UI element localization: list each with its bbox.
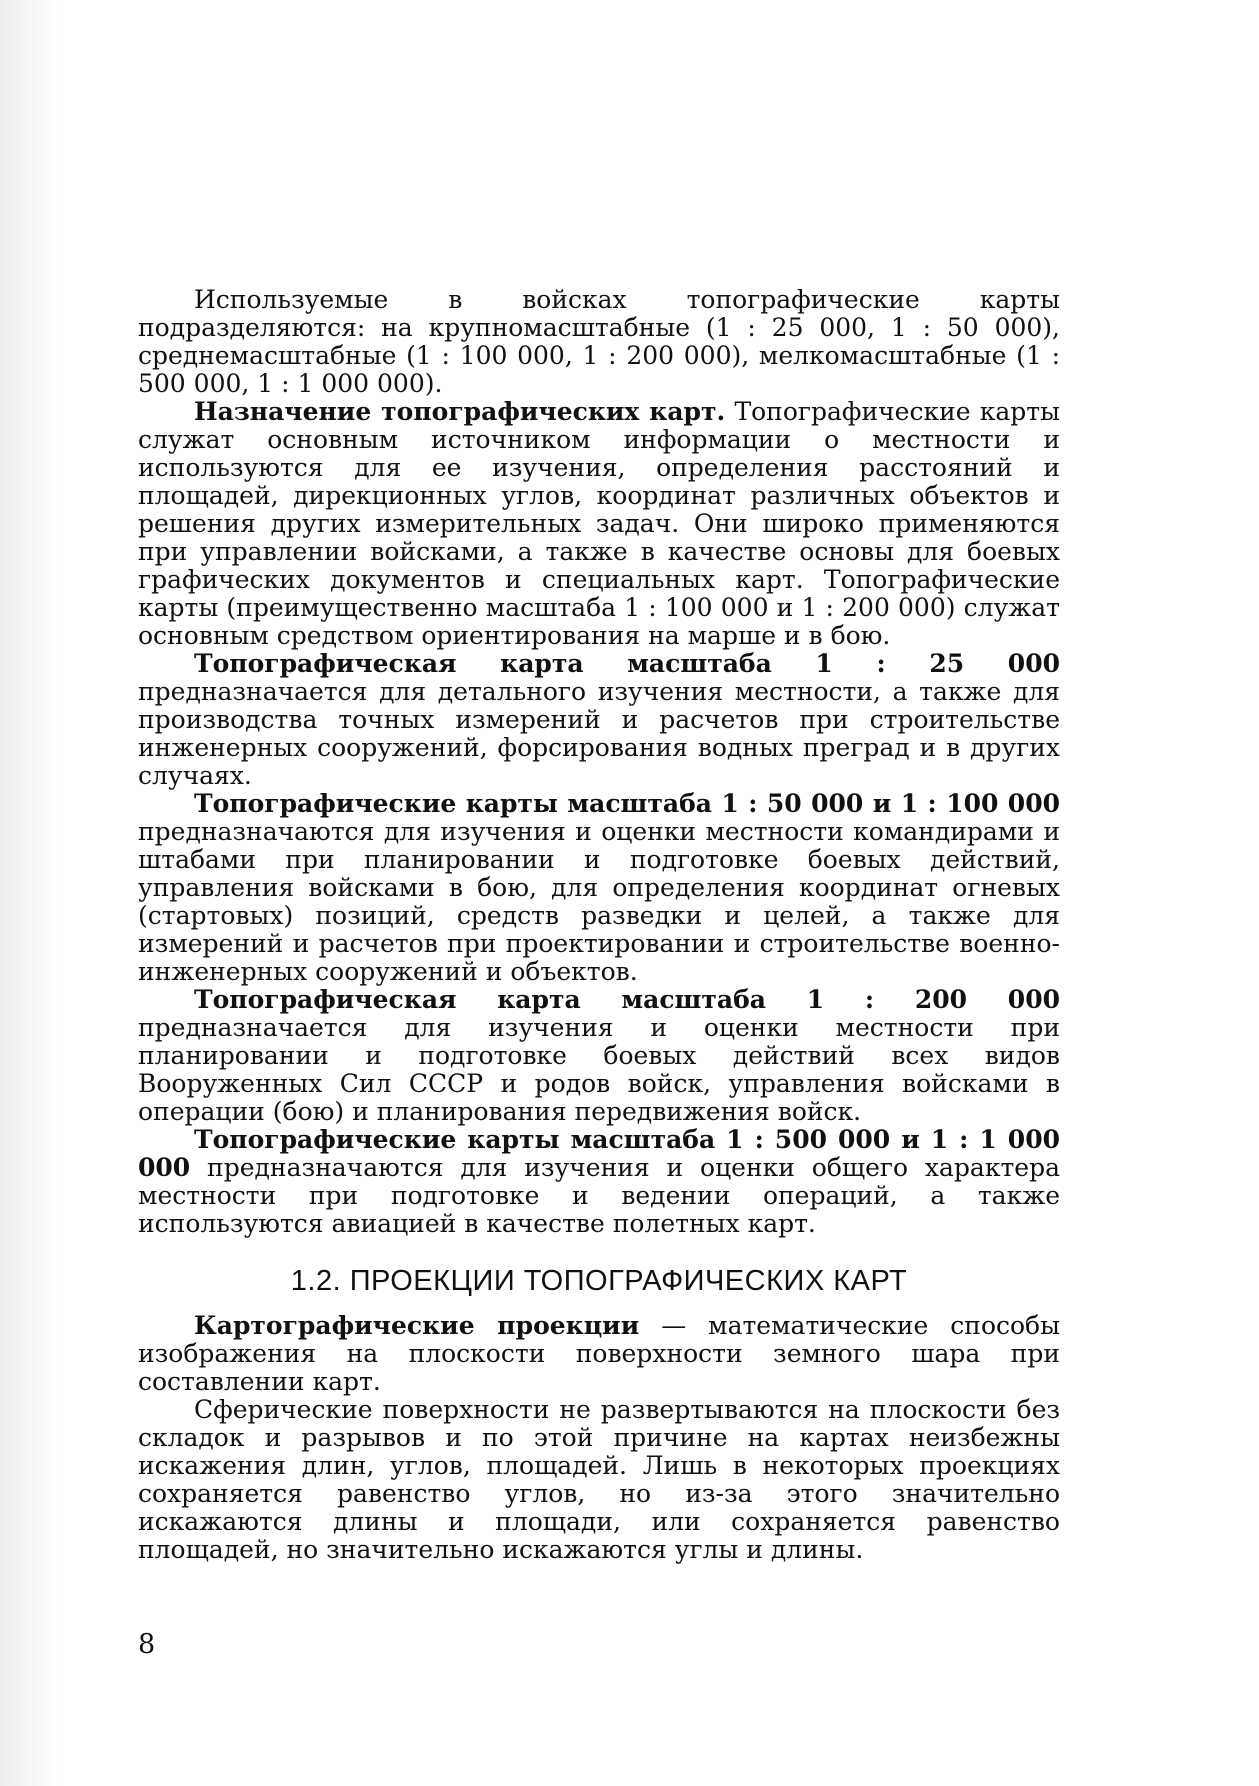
paragraph-scale-25000 [138, 650, 1060, 790]
paragraph-text: предназначаются для изучения и оценки местности командирами и штабами при планировании и подготовке боевых действий, управления войсками в бою, для определения координат огневых (стартовых) позиций, средств разведки и целей, а также для измерений и расчетов при проектировании и строительстве военно-инженерных сооружений и объектов. [138, 817, 1060, 986]
paragraph-lead: Картографические проекции [194, 1311, 640, 1340]
paragraph-spherical-distortion [138, 1396, 1060, 1564]
paragraph-scale-200000 [138, 986, 1060, 1126]
paragraph-lead: Топографические карты масштаба 1 : 50 000 и 1 : 100 000 [194, 789, 1060, 818]
paragraph-map-classification [138, 286, 1060, 398]
paragraph-text: предназначаются для изучения и оценки общего характера местности при подготовке и ведении операций, а также используются авиацией в качестве полетных карт. [138, 1153, 1060, 1238]
paragraph-text: предназначается для изучения и оценки местности при планировании и подготовке боевых действий всех видов Вооруженных Сил СССР и родов войск, управления войсками в операции (бою) и планирования передвижения войск. [138, 1013, 1060, 1126]
paragraph-map-purpose [138, 398, 1060, 650]
paragraph-cartographic-projections [138, 1312, 1060, 1396]
paragraph-text: Топографические карты служат основным источником информации о местности и используются для ее изучения, определения расстояний и площадей, дирекционных углов, координат различных объектов и решения других измерительных задач. Они широко применяются при управлении войсками, а также в качестве основы для боевых графических документов и специальных карт. Топографические карты (преимущественно масштаба 1 : 100 000 и 1 : 200 000) служат основным средством ориентирования на марше и в бою. [138, 397, 1060, 650]
paragraph-lead: Топографические карты масштаба 1 : 500 000 и 1 : 1 000 000 [138, 1125, 1060, 1182]
paragraph-text: Сферические поверхности не развертываются на плоскости без складок и разрывов и по этой причине на картах неизбежны искажения длин, углов, площадей. Лишь в некоторых проекциях сохраняется равенство углов, но из-за этого значительно искажаются длины и площади, или сохраняется равенство площадей, но значительно искажаются углы и длины. [138, 1395, 1060, 1564]
page-number: 8 [138, 1629, 156, 1660]
paragraph-lead: Топографическая карта масштаба 1 : 25 000 [194, 649, 1060, 678]
paragraph-scale-500000-1000000 [138, 1126, 1060, 1238]
paragraph-text: — математические способы изображения на плоскости поверхности земного шара при составлении карт. [138, 1311, 1060, 1396]
section-heading: 1.2. ПРОЕКЦИИ ТОПОГРАФИЧЕСКИХ КАРТ [290, 1265, 908, 1297]
paragraph-lead: Топографическая карта масштаба 1 : 200 000 [194, 985, 1060, 1014]
document-page [138, 286, 1060, 1564]
paragraph-lead: Назначение топографических карт. [194, 397, 726, 426]
paragraph-scale-50000-100000 [138, 790, 1060, 986]
scan-shadow [0, 0, 58, 1786]
paragraph-text: Используемые в войсках топографические карты подразделяются: на крупномасштабные (1 : 25 000, 1 : 50 000), среднемасштабные (1 : 100 000, 1 : 200 000), мелкомасштабные (1 : 500 000, 1 : 1 000 000). [138, 285, 1060, 398]
paragraph-text: предназначается для детального изучения местности, а также для производства точных измерений и расчетов при строительстве инженерных сооружений, форсирования водных преград и в других случаях. [138, 677, 1060, 790]
